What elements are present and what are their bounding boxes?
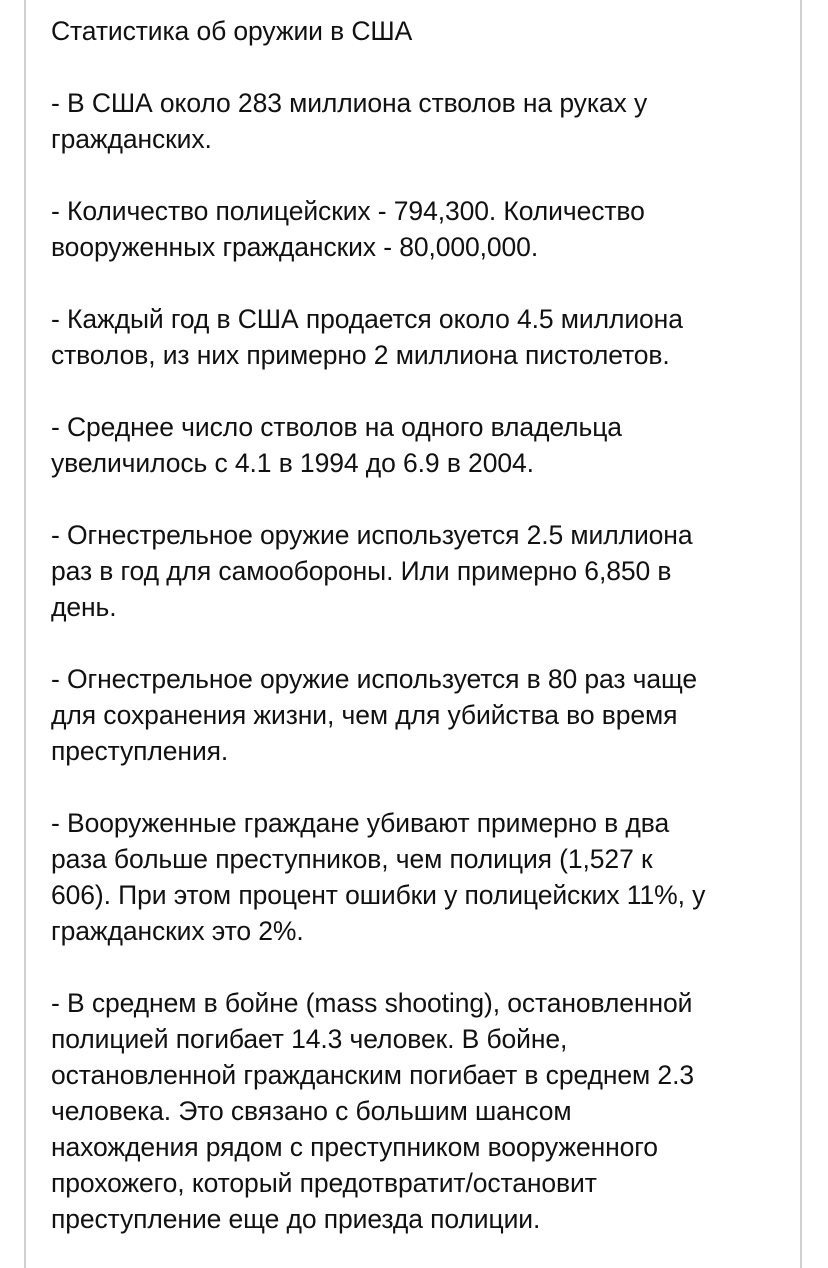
paragraph-criminals-killed bbox=[51, 805, 811, 949]
text-line: - Вооруженные граждане убивают примерно в два bbox=[51, 808, 670, 838]
text-line: - В США около 283 миллиона стволов на руках у bbox=[51, 88, 648, 118]
paragraph-civilian-guns bbox=[51, 85, 811, 157]
text-line: вооруженных гражданских - 80,000,000. bbox=[51, 232, 539, 262]
text-line: преступление еще до приезда полиции. bbox=[51, 1204, 541, 1234]
paragraph-mass-shooting bbox=[51, 985, 811, 1237]
text-line: полицией погибает 14.3 человек. В бойне, bbox=[51, 1024, 568, 1054]
text-line: - В среднем в бойне (mass shooting), остановленной bbox=[51, 988, 693, 1018]
text-line: гражданских. bbox=[51, 124, 212, 154]
paragraph-police-vs-armed-civilians bbox=[51, 193, 811, 265]
text-line: остановленной гражданским погибает в среднем 2.3 bbox=[51, 1060, 694, 1090]
text-line: раза больше преступников, чем полиция (1,527 к bbox=[51, 844, 653, 874]
text-line: для сохранения жизни, чем для убийства во время bbox=[51, 700, 678, 730]
text-line: гражданских это 2%. bbox=[51, 916, 304, 946]
text-line: раз в год для самообороны. Или примерно 6,850 в bbox=[51, 556, 672, 586]
paragraph-annual-sales bbox=[51, 301, 811, 373]
text-line: - Каждый год в США продается около 4.5 миллиона bbox=[51, 304, 683, 334]
text-line: прохожего, который предотвратит/остановит bbox=[51, 1168, 597, 1198]
post-title: Статистика об оружии в США bbox=[51, 16, 413, 46]
paragraph-guns-per-owner bbox=[51, 409, 811, 481]
text-line: увеличилось с 4.1 в 1994 до 6.9 в 2004. bbox=[51, 448, 534, 478]
text-line: 606). При этом процент ошибки у полицейских 11%, у bbox=[51, 880, 706, 910]
text-line: стволов, из них примерно 2 миллиона пистолетов. bbox=[51, 340, 670, 370]
text-line: - Огнестрельное оружие используется 2.5 миллиона bbox=[51, 520, 693, 550]
text-line: день. bbox=[51, 592, 117, 622]
text-line: человека. Это связано с большим шансом bbox=[51, 1096, 572, 1126]
text-line: - Количество полицейских - 794,300. Количество bbox=[51, 196, 645, 226]
paragraph-self-defense bbox=[51, 517, 811, 625]
paragraph-saving-lives bbox=[51, 661, 811, 769]
text-line: - Среднее число стволов на одного владельца bbox=[51, 412, 622, 442]
text-line: преступления. bbox=[51, 736, 229, 766]
text-line: нахождения рядом с преступником вооруженного bbox=[51, 1132, 658, 1162]
text-line: - Огнестрельное оружие используется в 80 раз чаще bbox=[51, 664, 698, 694]
post-body bbox=[51, 13, 811, 1237]
post-card bbox=[24, 0, 802, 1268]
